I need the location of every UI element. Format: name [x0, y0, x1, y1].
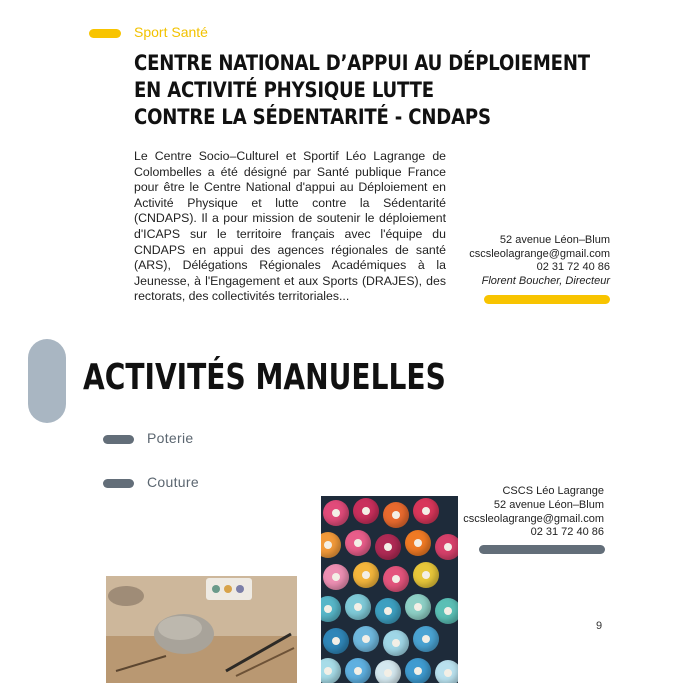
thread-spool: [405, 658, 431, 683]
thread-spool: [353, 562, 379, 588]
thread-spool: [405, 530, 431, 556]
contact-email[interactable]: cscsleolagrange@gmail.com: [463, 512, 604, 525]
contact-underline-yellow: [484, 295, 610, 304]
kicker-marker: [89, 29, 121, 38]
thread-spool: [375, 660, 401, 683]
thread-spool: [321, 658, 341, 683]
section-kicker: Sport Santé: [134, 24, 208, 40]
thread-spool: [323, 500, 349, 526]
thread-spool: [383, 630, 409, 656]
activity-item-couture: Couture: [147, 474, 199, 490]
contact-phone[interactable]: 02 31 72 40 86: [536, 261, 610, 274]
thread-spool: [405, 594, 431, 620]
thread-spool: [345, 594, 371, 620]
page-title: [134, 50, 590, 131]
thread-spool: [375, 598, 401, 624]
thread-spool: [321, 532, 341, 558]
page-title-line: CENTRE NATIONAL D’APPUI AU DÉPLOIEMENT: [134, 51, 590, 75]
thread-spool: [323, 564, 349, 590]
section-marker: [28, 339, 66, 423]
contact-underline-slate: [479, 545, 605, 554]
page-title-line: EN ACTIVITÉ PHYSIQUE LUTTE: [134, 78, 434, 102]
contact-address: 52 avenue Léon–Blum: [493, 498, 604, 511]
thread-spool: [383, 566, 409, 592]
contact-block-sport: [464, 234, 610, 288]
thread-spool: [345, 530, 371, 556]
thread-spool: [435, 660, 458, 683]
thread-spool: [321, 596, 341, 622]
thread-spool: [383, 502, 409, 528]
thread-spool: [413, 626, 439, 652]
activity-item-poterie: Poterie: [147, 430, 194, 446]
contact-block-manual: [450, 485, 604, 540]
thread-spool: [413, 562, 439, 588]
intro-paragraph: Le Centre Socio–Culturel et Sportif Léo Lagrange de Colombelles a été désigné par Santé publique France pour être le Centre National d'appui au Déploiement en Activité Physique et lutte contre la Sédentarité (CNDAPS). Il a pour mission de soutenir le déploiement d'ICAPS sur le territoire français avec l'équipe du CNDAPS en appui des agences régionales de santé (ARS), Délégations Régionales Académiques à la Jeunesse, à l'Engagement et aux Sports (DRAJES), des rectorats, des collectivités territoriales...: [134, 149, 446, 304]
thread-spool: [413, 498, 439, 524]
contact-signature: Florent Boucher, Directeur: [481, 274, 610, 287]
bullet-marker: [103, 435, 134, 444]
section-title: ACTIVITÉS MANUELLES: [83, 357, 446, 398]
pottery-illustration: [106, 576, 297, 683]
threads-photo: [321, 496, 458, 683]
pottery-photo: [106, 576, 297, 683]
thread-spool: [353, 626, 379, 652]
thread-spool: [435, 598, 458, 624]
page-title-line: CONTRE LA SÉDENTARITÉ - CNDAPS: [134, 105, 491, 129]
thread-spool: [435, 534, 458, 560]
contact-address: 52 avenue Léon–Blum: [499, 234, 610, 246]
thread-spool: [345, 658, 371, 683]
thread-spool: [323, 628, 349, 654]
contact-email[interactable]: cscsleolagrange@gmail.com: [469, 247, 610, 260]
thread-spool: [353, 498, 379, 524]
contact-name: CSCS Léo Lagrange: [502, 485, 604, 497]
page-number: 9: [596, 620, 603, 632]
thread-spool: [375, 534, 401, 560]
contact-phone[interactable]: 02 31 72 40 86: [530, 526, 604, 539]
bullet-marker: [103, 479, 134, 488]
